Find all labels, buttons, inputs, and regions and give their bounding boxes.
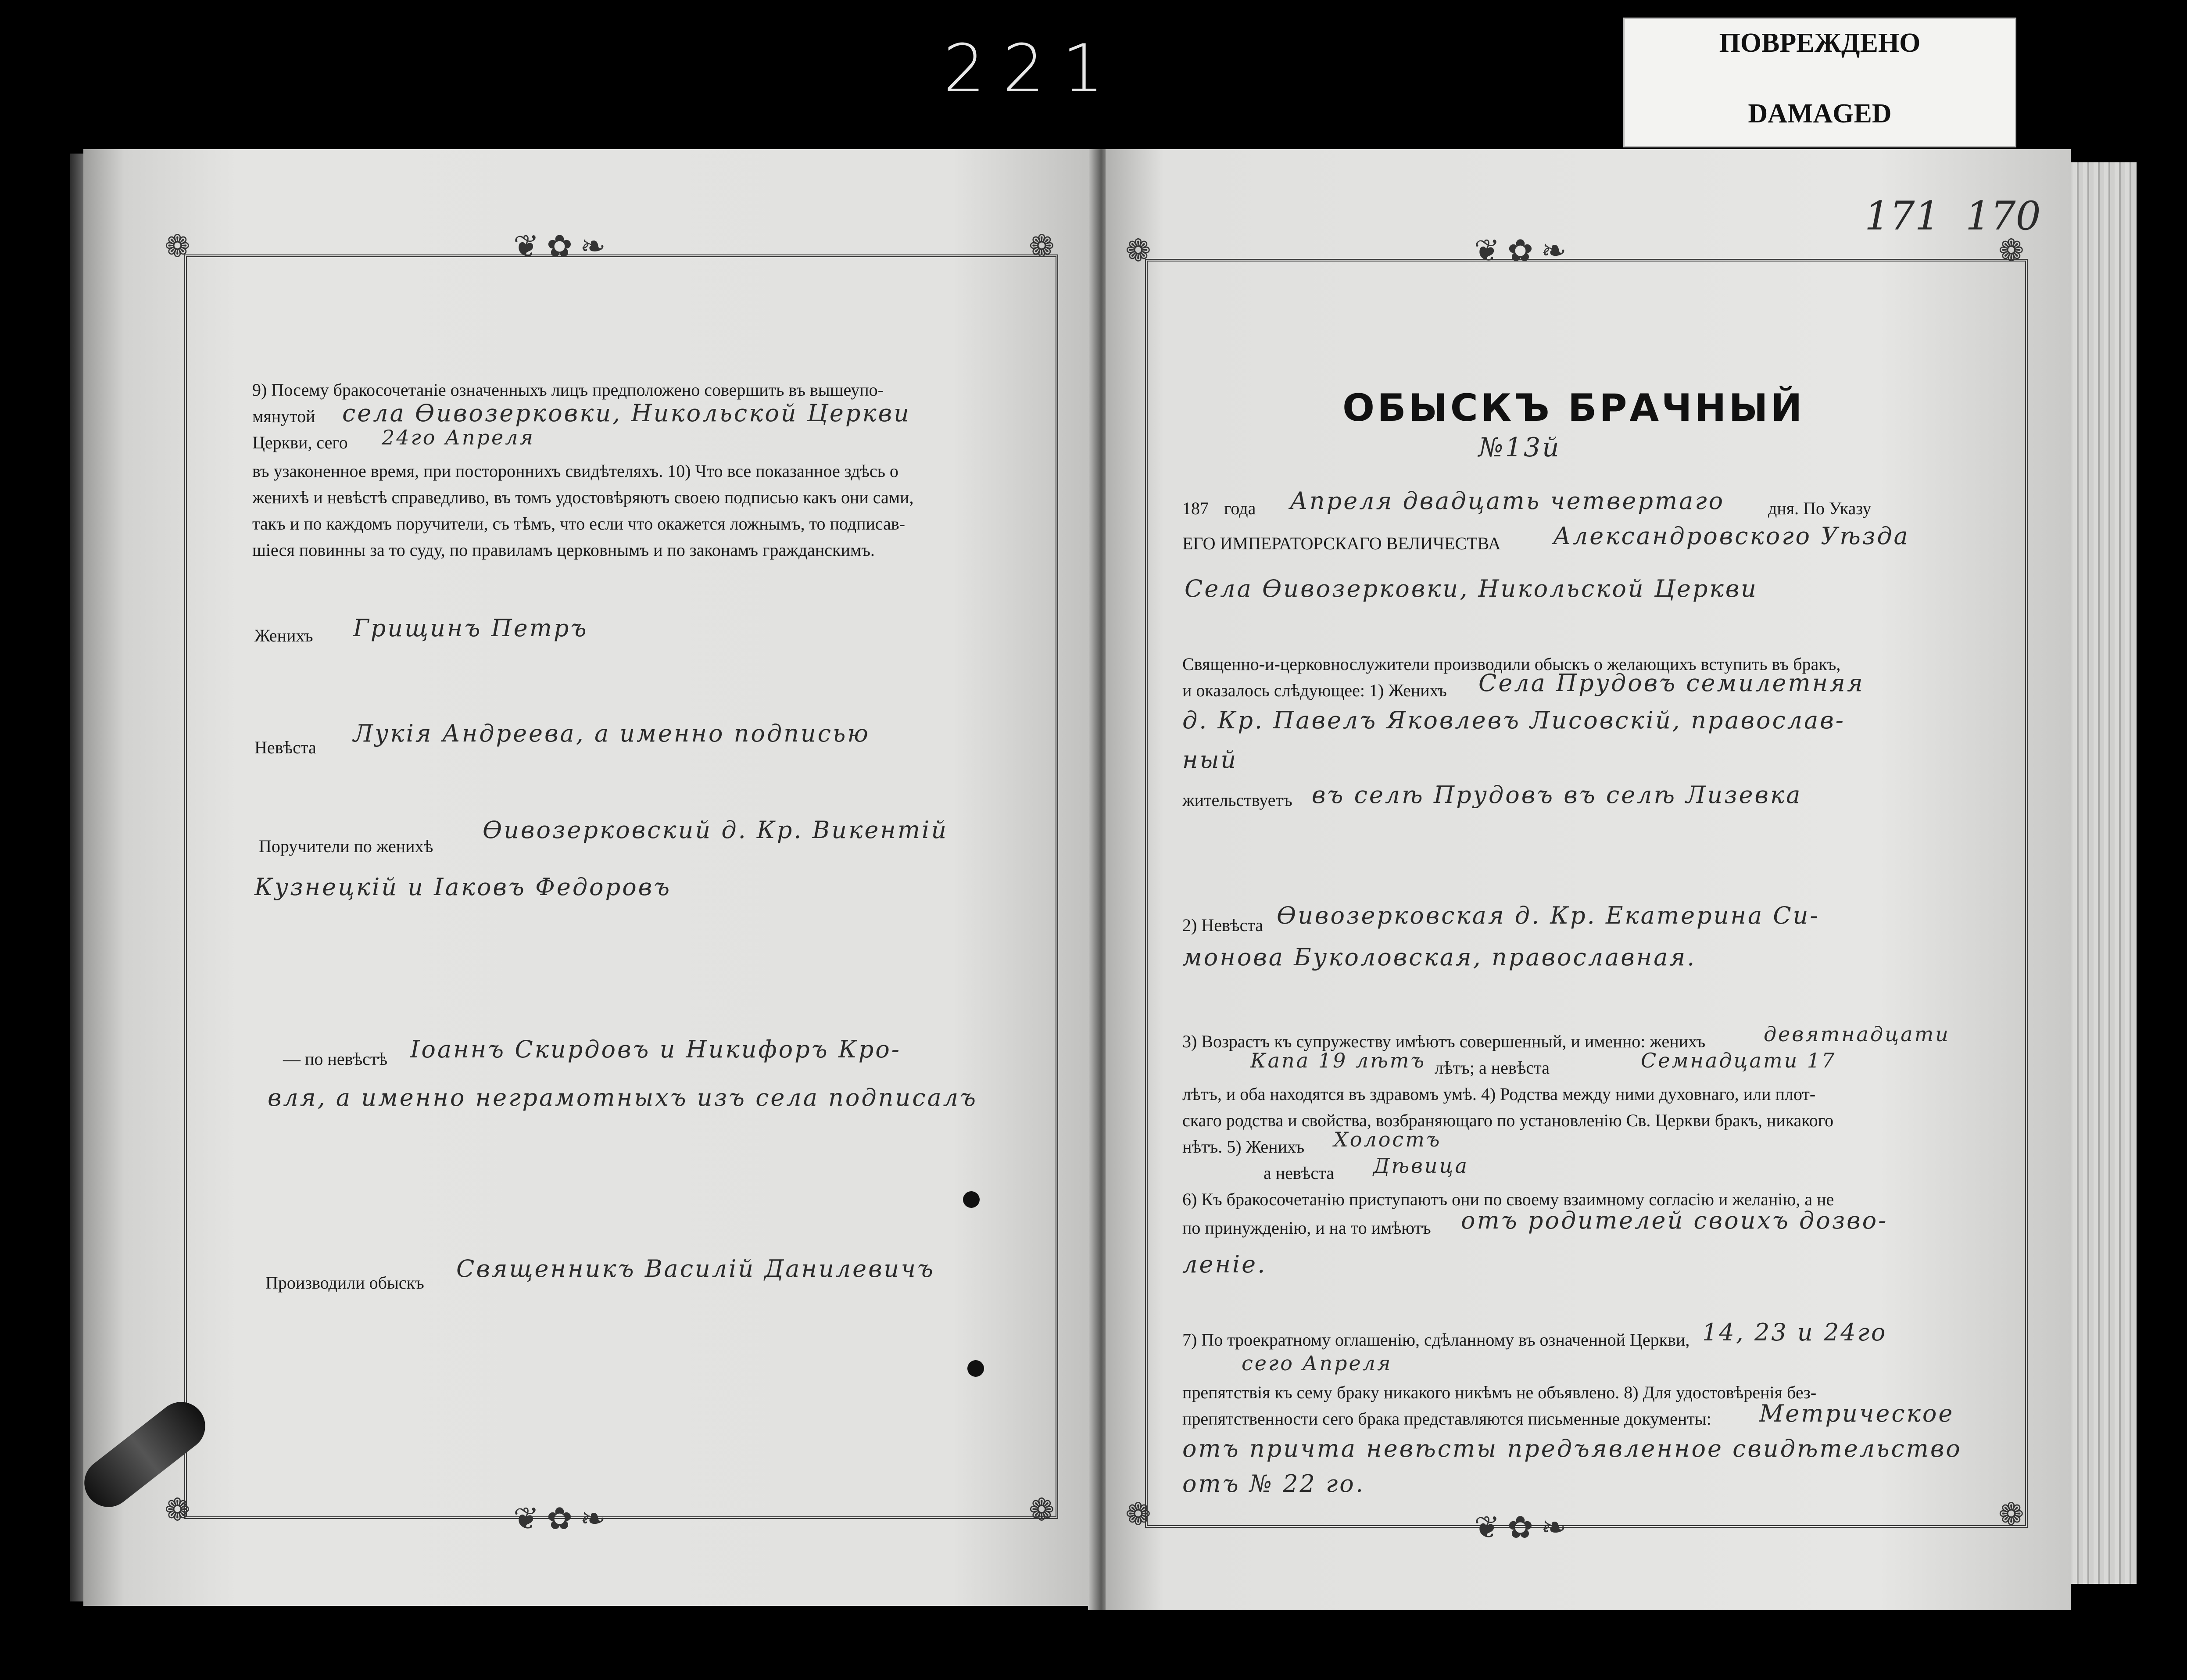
hand-banns-month: сего Апреля <box>1242 1351 1392 1375</box>
hand-groom: ный <box>1182 746 1238 774</box>
right-corner-ornament-icon: ❁ <box>1125 1498 1151 1532</box>
hand-consent: отъ родителей своихъ дозво- <box>1461 1207 1888 1234</box>
hand-docs: отъ № 22 го. <box>1182 1470 1365 1497</box>
hand-groom-state: Холостъ <box>1334 1128 1442 1151</box>
right-corner-ornament-icon: ❁ <box>1998 234 2024 268</box>
hand-age-groom: девятнадцати <box>1764 1022 1950 1046</box>
hand-bride: Лукія Андреева, а именно подписью <box>353 720 870 747</box>
book-edge-right <box>2062 162 2137 1584</box>
hand-search-by: Священникъ Василій Данилевичъ <box>456 1255 935 1282</box>
hand-bride: Ѳивозерковская д. Кр. Екатерина Си- <box>1277 902 1820 929</box>
binding-hole <box>967 1360 984 1377</box>
age-line: лѣтъ, и оба находятся въ здравомъ умѣ. 4) Родства между ними духовнаго, или плот- <box>1182 1084 1816 1104</box>
hand-age-groom-2: Капа 19 лѣтъ <box>1250 1049 1426 1072</box>
age-line: нѣтъ. 5) Женихъ <box>1182 1137 1305 1157</box>
left-para-line: 9) Посему бракосочетаніе означенныхъ лицъ предположено совершить въ вышеупо- <box>252 380 884 400</box>
left-para-line: мянутой <box>252 406 315 426</box>
label-sureties-groom: Поручители по женихѣ <box>259 836 433 856</box>
hand-banns-dates: 14, 23 и 24го <box>1702 1318 1887 1346</box>
page-number-old: 171 <box>1865 193 1940 239</box>
label-groom: Женихъ <box>254 626 313 645</box>
banns-line: препятствія къ сему браку никакого никѣмъ не объявлено. 8) Для удостовѣренія без- <box>1182 1383 1817 1402</box>
left-para-line: такъ и по каждомъ поручители, съ тѣмъ, что если что окажется ложнымъ, то подписав- <box>252 514 906 534</box>
binding-hole <box>963 1191 980 1208</box>
label-majesty: ЕГО ИМПЕРАТОРСКАГО ВЕЛИЧЕСТВА <box>1182 534 1501 553</box>
hand-uezd: Александровского Уѣзда <box>1553 522 1910 550</box>
left-bottom-ornament-icon: ❦ ✿ ❧ <box>513 1502 606 1536</box>
left-corner-ornament-icon: ❁ <box>1029 1494 1055 1527</box>
hand-age-bride: Семнадцати 17 <box>1641 1049 1836 1072</box>
left-para-line: шіеся повинны за то суду, по правиламъ церковнымъ и по законамъ гражданскимъ. <box>252 540 875 560</box>
consent-line: по принужденію, и на то имѣютъ <box>1182 1218 1431 1238</box>
hand-church: Села Ѳивозерковки, Никольской Церкви <box>1185 575 1758 602</box>
label-search-by: Производили обыскъ <box>265 1273 424 1293</box>
age-line: лѣтъ; а невѣста <box>1435 1058 1550 1078</box>
age-line: скаго родства и свойства, возбраняющаго по установленію Св. Церкви бракъ, никакого <box>1182 1110 1834 1130</box>
left-hand-date: 24го Апреля <box>382 426 535 449</box>
right-corner-ornament-icon: ❁ <box>1125 234 1151 268</box>
para1-line: и оказалось слѣдующее: 1) Женихъ <box>1182 681 1447 700</box>
label-resides: жительствуетъ <box>1182 790 1292 810</box>
hand-record-date: Апреля двадцать четвертаго <box>1290 487 1725 515</box>
hand-groom: Грищинъ Петръ <box>353 614 588 642</box>
left-top-ornament-icon: ❦ ✿ ❧ <box>513 230 606 264</box>
hand-sureties-groom: Кузнецкій и Іаковъ Федоровъ <box>254 873 672 901</box>
hand-consent: леніе. <box>1182 1250 1267 1278</box>
hand-resides: въ селѣ Прудовъ въ селѣ Лизевка <box>1312 781 1802 809</box>
banns-line: 7) По троекратному оглашенію, сдѣланному въ означенной Церкви, <box>1182 1330 1690 1350</box>
right-corner-ornament-icon: ❁ <box>1998 1498 2024 1532</box>
left-corner-ornament-icon: ❁ <box>165 230 190 264</box>
left-corner-ornament-icon: ❁ <box>1029 230 1055 264</box>
left-hand-church: села Ѳивозерковки, Никольской Церкви <box>342 399 911 427</box>
record-number: №13й <box>1478 432 1561 463</box>
banns-line: препятственности сего брака представляются письменные документы: <box>1182 1409 1711 1429</box>
consent-line: 6) Къ бракосочетанію приступаютъ они по своему взаимному согласію и желанію, а не <box>1182 1189 1834 1209</box>
left-para-line: женихѣ и невѣстѣ справедливо, въ томъ удостовѣряютъ своею подписью какъ они сами, <box>252 487 914 507</box>
left-para-line: въ узаконенное время, при постороннихъ свидѣтеляхъ. 10) Что все показанное здѣсь о <box>252 461 898 481</box>
label-year: года <box>1224 498 1256 518</box>
left-para-line: Церкви, сего <box>252 433 348 452</box>
stamp-line-en: DAMAGED <box>1748 99 1892 129</box>
right-bottom-ornament-icon: ❦ ✿ ❧ <box>1474 1511 1567 1545</box>
year-prefix: 187 <box>1182 498 1209 518</box>
hand-sureties-bride: вля, а именно неграмотныхъ изъ села подписалъ <box>268 1084 978 1111</box>
hand-sureties-groom: Ѳивозерковский д. Кр. Викентій <box>483 816 949 844</box>
hand-bride: монова Буколовская, православная. <box>1182 943 1697 971</box>
hand-bride-state: Дѣвица <box>1373 1154 1469 1178</box>
hand-groom: Села Прудовъ семилетняя <box>1478 669 1865 697</box>
label-bride-state: а невѣста <box>1264 1163 1334 1183</box>
label-day: дня. По Указу <box>1768 498 1872 518</box>
frame-number: 221 <box>943 31 1122 107</box>
hand-docs: отъ причта невѣсты предъявленное свидѣтельство <box>1182 1435 1962 1462</box>
hand-sureties-bride: Іоаннъ Скирдовъ и Никифоръ Кро- <box>410 1035 902 1063</box>
para1-line: Священно-и-церковнослужители производили обыскъ о желающихъ вступить въ бракъ, <box>1182 654 1841 674</box>
page-title: ОБЫСКЪ БРАЧНЫЙ <box>1342 386 1805 430</box>
label-bride: Невѣста <box>254 738 316 757</box>
hand-docs: Метрическое <box>1759 1400 1954 1427</box>
label-bride: 2) Невѣста <box>1182 915 1264 935</box>
stamp-line-ru: ПОВРЕЖДЕНО <box>1719 28 1921 58</box>
age-line: 3) Возрастъ къ супружеству имѣютъ совершенный, и именно: женихъ <box>1182 1032 1706 1051</box>
label-sureties-bride: — по невѣстѣ <box>283 1049 388 1069</box>
left-corner-ornament-icon: ❁ <box>165 1494 190 1527</box>
hand-groom: д. Кр. Павелъ Яковлевъ Лисовскій, православ- <box>1182 706 1846 734</box>
damaged-stamp <box>1623 18 2016 147</box>
page-number: 170 <box>1965 193 2041 239</box>
right-top-ornament-icon: ❦ ✿ ❧ <box>1474 234 1567 268</box>
